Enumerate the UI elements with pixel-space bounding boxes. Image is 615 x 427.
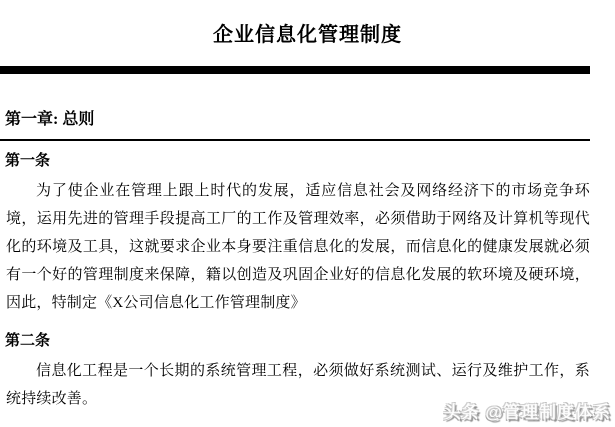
- chapter-heading: 第一章: 总则: [0, 110, 590, 141]
- article-1-body: 为了使企业在管理上跟上时代的发展，适应信息社会及网络经济下的市场竞争环境，运用先进的管理手段提高工厂的工作及管理效率，必须借助于网络及计算机等现代化的环境及工具，这就要求企业本身要注重信息化的发展，而信息化的健康发展就必须有一个好的管理制度来保障，籍以创造及巩固企业好的信息化发展的软环境及硬环境，因此，特制定《X公司信息化工作管理制度》: [6, 183, 590, 311]
- title-divider-bar: [0, 66, 590, 74]
- article-2-body: 信息化工程是一个长期的系统管理工程，必须做好系统测试、运行及维护工作，系统持续改善。: [6, 363, 590, 407]
- document-title: 企业信息化管理制度: [213, 24, 402, 46]
- toutiao-watermark: 头条 @管理制度体系: [443, 403, 611, 422]
- article-1-heading: 第一条: [5, 153, 51, 169]
- article-2-heading: 第二条: [5, 333, 51, 349]
